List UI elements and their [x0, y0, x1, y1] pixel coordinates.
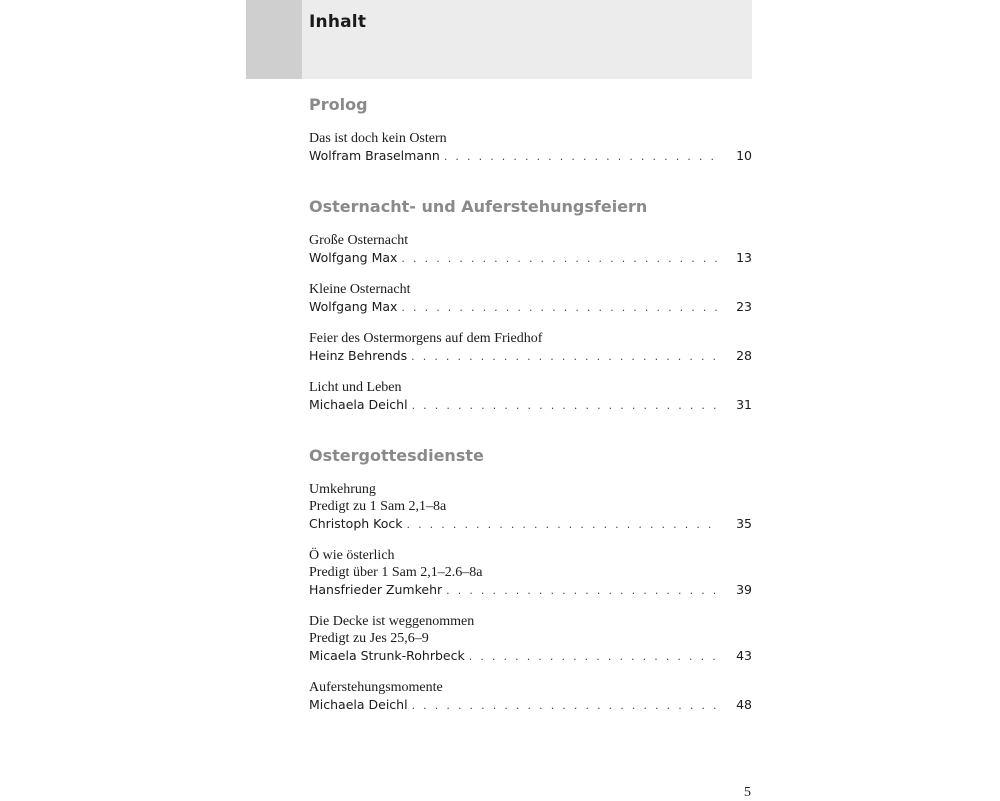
- entry-author: Wolfgang Max: [309, 299, 398, 314]
- entry-author: Hansfrieder Zumkehr: [309, 582, 443, 597]
- entry-title: Die Decke ist weggenommen: [309, 614, 475, 629]
- author-line: [309, 298, 752, 317]
- entry-author: Michaela Deichl: [309, 697, 408, 712]
- entry-author: Michaela Deichl: [309, 397, 408, 412]
- entry-title: Große Osternacht: [309, 233, 409, 248]
- table-of-contents: [309, 92, 752, 739]
- entry-author: Micaela Strunk-Rohrbeck: [309, 648, 465, 663]
- entry-page-number: 43: [736, 648, 752, 663]
- entry-author: Heinz Behrends: [309, 348, 408, 363]
- toc-entry: [309, 481, 752, 534]
- entry-page-number: 31: [736, 397, 752, 412]
- author-line: [309, 515, 752, 534]
- section-heading: Prolog: [309, 95, 368, 114]
- toc-entry: [309, 130, 752, 166]
- dot-leader: [407, 516, 719, 534]
- toc-entry: [309, 379, 752, 415]
- toc-entry: [309, 330, 752, 366]
- dot-leader: [446, 582, 718, 600]
- entry-author: Christoph Kock: [309, 516, 403, 531]
- author-line: [309, 581, 752, 600]
- folio-page-number: 5: [744, 785, 751, 800]
- entry-page-number: 48: [736, 697, 752, 712]
- dot-leader: [412, 397, 718, 415]
- dot-leader: [401, 250, 718, 268]
- toc-section-ostergottesdienste: [309, 443, 752, 715]
- entry-title: Licht und Leben: [309, 380, 402, 395]
- entry-subtitle: Predigt zu 1 Sam 2,1–8a: [309, 499, 447, 514]
- entry-author: Wolfram Braselmann: [309, 148, 440, 163]
- toc-section-prolog: [309, 92, 752, 166]
- entry-title: Kleine Osternacht: [309, 282, 411, 297]
- dot-leader: [401, 299, 718, 317]
- toc-entry: [309, 613, 752, 666]
- dot-leader: [444, 148, 718, 166]
- entry-page-number: 28: [736, 348, 752, 363]
- author-line: [309, 147, 752, 166]
- entry-page-number: 10: [736, 148, 752, 163]
- entry-title: Das ist doch kein Ostern: [309, 131, 447, 146]
- entry-page-number: 39: [736, 582, 752, 597]
- header-tab-marker: [246, 0, 302, 79]
- entry-subtitle: Predigt zu Jes 25,6–9: [309, 631, 429, 646]
- entry-page-number: 35: [736, 516, 752, 531]
- section-heading: Osternacht- und Auferstehungsfeiern: [309, 197, 648, 216]
- header-bar: [246, 0, 752, 79]
- author-line: [309, 249, 752, 268]
- section-heading: Ostergottesdienste: [309, 446, 484, 465]
- author-line: [309, 647, 752, 666]
- toc-section-osternacht: [309, 194, 752, 415]
- author-line: [309, 396, 752, 415]
- entry-page-number: 13: [736, 250, 752, 265]
- dot-leader: [469, 648, 718, 666]
- entry-author: Wolfgang Max: [309, 250, 398, 265]
- toc-entry: [309, 281, 752, 317]
- entry-title: Feier des Ostermorgens auf dem Friedhof: [309, 331, 543, 346]
- page-title: Inhalt: [309, 12, 367, 32]
- toc-entry: [309, 679, 752, 715]
- author-line: [309, 696, 752, 715]
- entry-subtitle: Predigt über 1 Sam 2,1–2.6–8a: [309, 565, 483, 580]
- toc-entry: [309, 547, 752, 600]
- entry-title: Umkehrung: [309, 482, 376, 497]
- author-line: [309, 347, 752, 366]
- entry-title: Auferstehungsmomente: [309, 680, 443, 695]
- entry-page-number: 23: [736, 299, 752, 314]
- dot-leader: [412, 697, 718, 715]
- entry-title: Ö wie österlich: [309, 548, 395, 563]
- dot-leader: [411, 348, 718, 366]
- toc-entry: [309, 232, 752, 268]
